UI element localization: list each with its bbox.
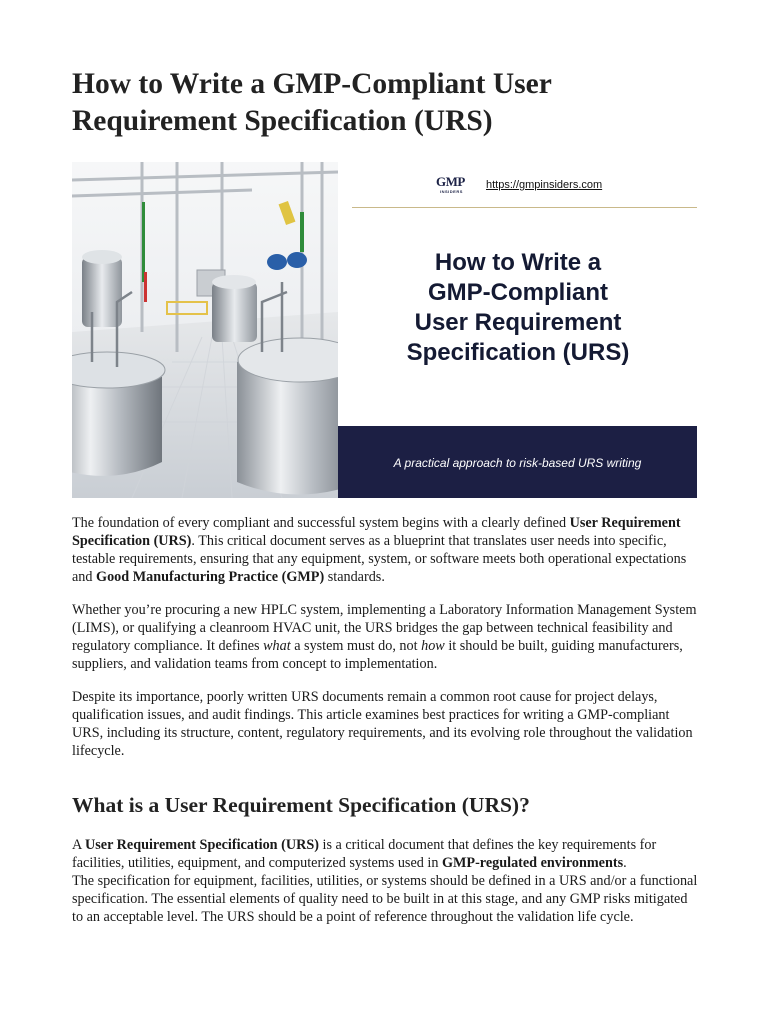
hero-tagline: A practical approach to risk-based URS writing [393, 456, 642, 470]
hero-title [358, 248, 678, 368]
text-run: The specification for equipment, facilities, utilities, or systems should be defined in a URS and/or a functional specification. The essential elements of quality need to be built in at this stage, and any GMP risks mitigated to an acceptable level. The URS should be a point of reference throughout the validation life cycle. [72, 873, 698, 925]
text-run: Whether you’re procuring a new HPLC system, implementing a Laboratory Information Management System (LIMS), or qualifying a cleanroom HVAC unit, the URS bridges the gap between technical feasibility and regulatory compliance. It defines [72, 602, 697, 654]
bold-term: User Requirement Specification (URS) [72, 515, 681, 549]
intro-paragraph-2 [72, 601, 702, 673]
hero-image [72, 162, 697, 498]
section-paragraph [72, 836, 702, 926]
hero-title-line: Specification (URS) [406, 339, 630, 366]
logo-mark: GMP [436, 174, 465, 189]
site-link[interactable]: https://gmpinsiders.com [486, 179, 603, 191]
text-run: A [72, 837, 86, 853]
hero-tagline-band [338, 426, 697, 498]
bold-term: User Requirement Specification (URS) [85, 837, 319, 853]
text-run: a system must do, not [290, 638, 422, 654]
italic-term: what [263, 638, 291, 654]
text-run: standards. [324, 569, 385, 585]
hero-cover [338, 162, 697, 498]
intro-paragraph-1 [72, 514, 702, 586]
hero-title-line: GMP-Compliant [428, 279, 608, 306]
bold-term: Good Manufacturing Practice (GMP) [96, 569, 325, 585]
pharmaceutical-tanks-photo-icon [72, 162, 338, 498]
divider [352, 207, 697, 208]
article-title: How to Write a GMP-Compliant User Requirement Specification (URS) [72, 68, 552, 137]
intro-paragraph-3: Despite its importance, poorly written URS documents remain a common root cause for project delays, qualification issues, and audit findings. This article examines best practices for writing a GMP-compliant URS, including its structure, content, regulatory requirements, and its evolving role throughout the validation lifecycle. [72, 689, 693, 759]
logo-subtext: INSIDERS [440, 189, 463, 194]
text-run: The foundation of every compliant and successful system begins with a clearly defined [72, 515, 570, 531]
hero-title-line: User Requirement [414, 309, 622, 336]
text-run: it should be built, guiding manufacturers, suppliers, and validation teams from concept to implementation. [72, 638, 683, 672]
bold-term: GMP-regulated environments [441, 855, 624, 871]
text-run: . [623, 855, 627, 871]
gmp-insiders-logo [436, 174, 468, 196]
section-heading: What is a User Requirement Specification (URS)? [72, 793, 530, 817]
italic-term: how [421, 638, 445, 654]
hero-title-line: How to Write a [434, 249, 602, 276]
text-run: . This critical document serves as a blueprint that translates user needs into specific, testable requirements, ensuring that any equipment, system, or software meets both operational expectations and [72, 533, 687, 585]
text-run: is a critical document that defines the key requirements for facilities, utilities, equipment, and computerized systems used in [72, 837, 657, 871]
